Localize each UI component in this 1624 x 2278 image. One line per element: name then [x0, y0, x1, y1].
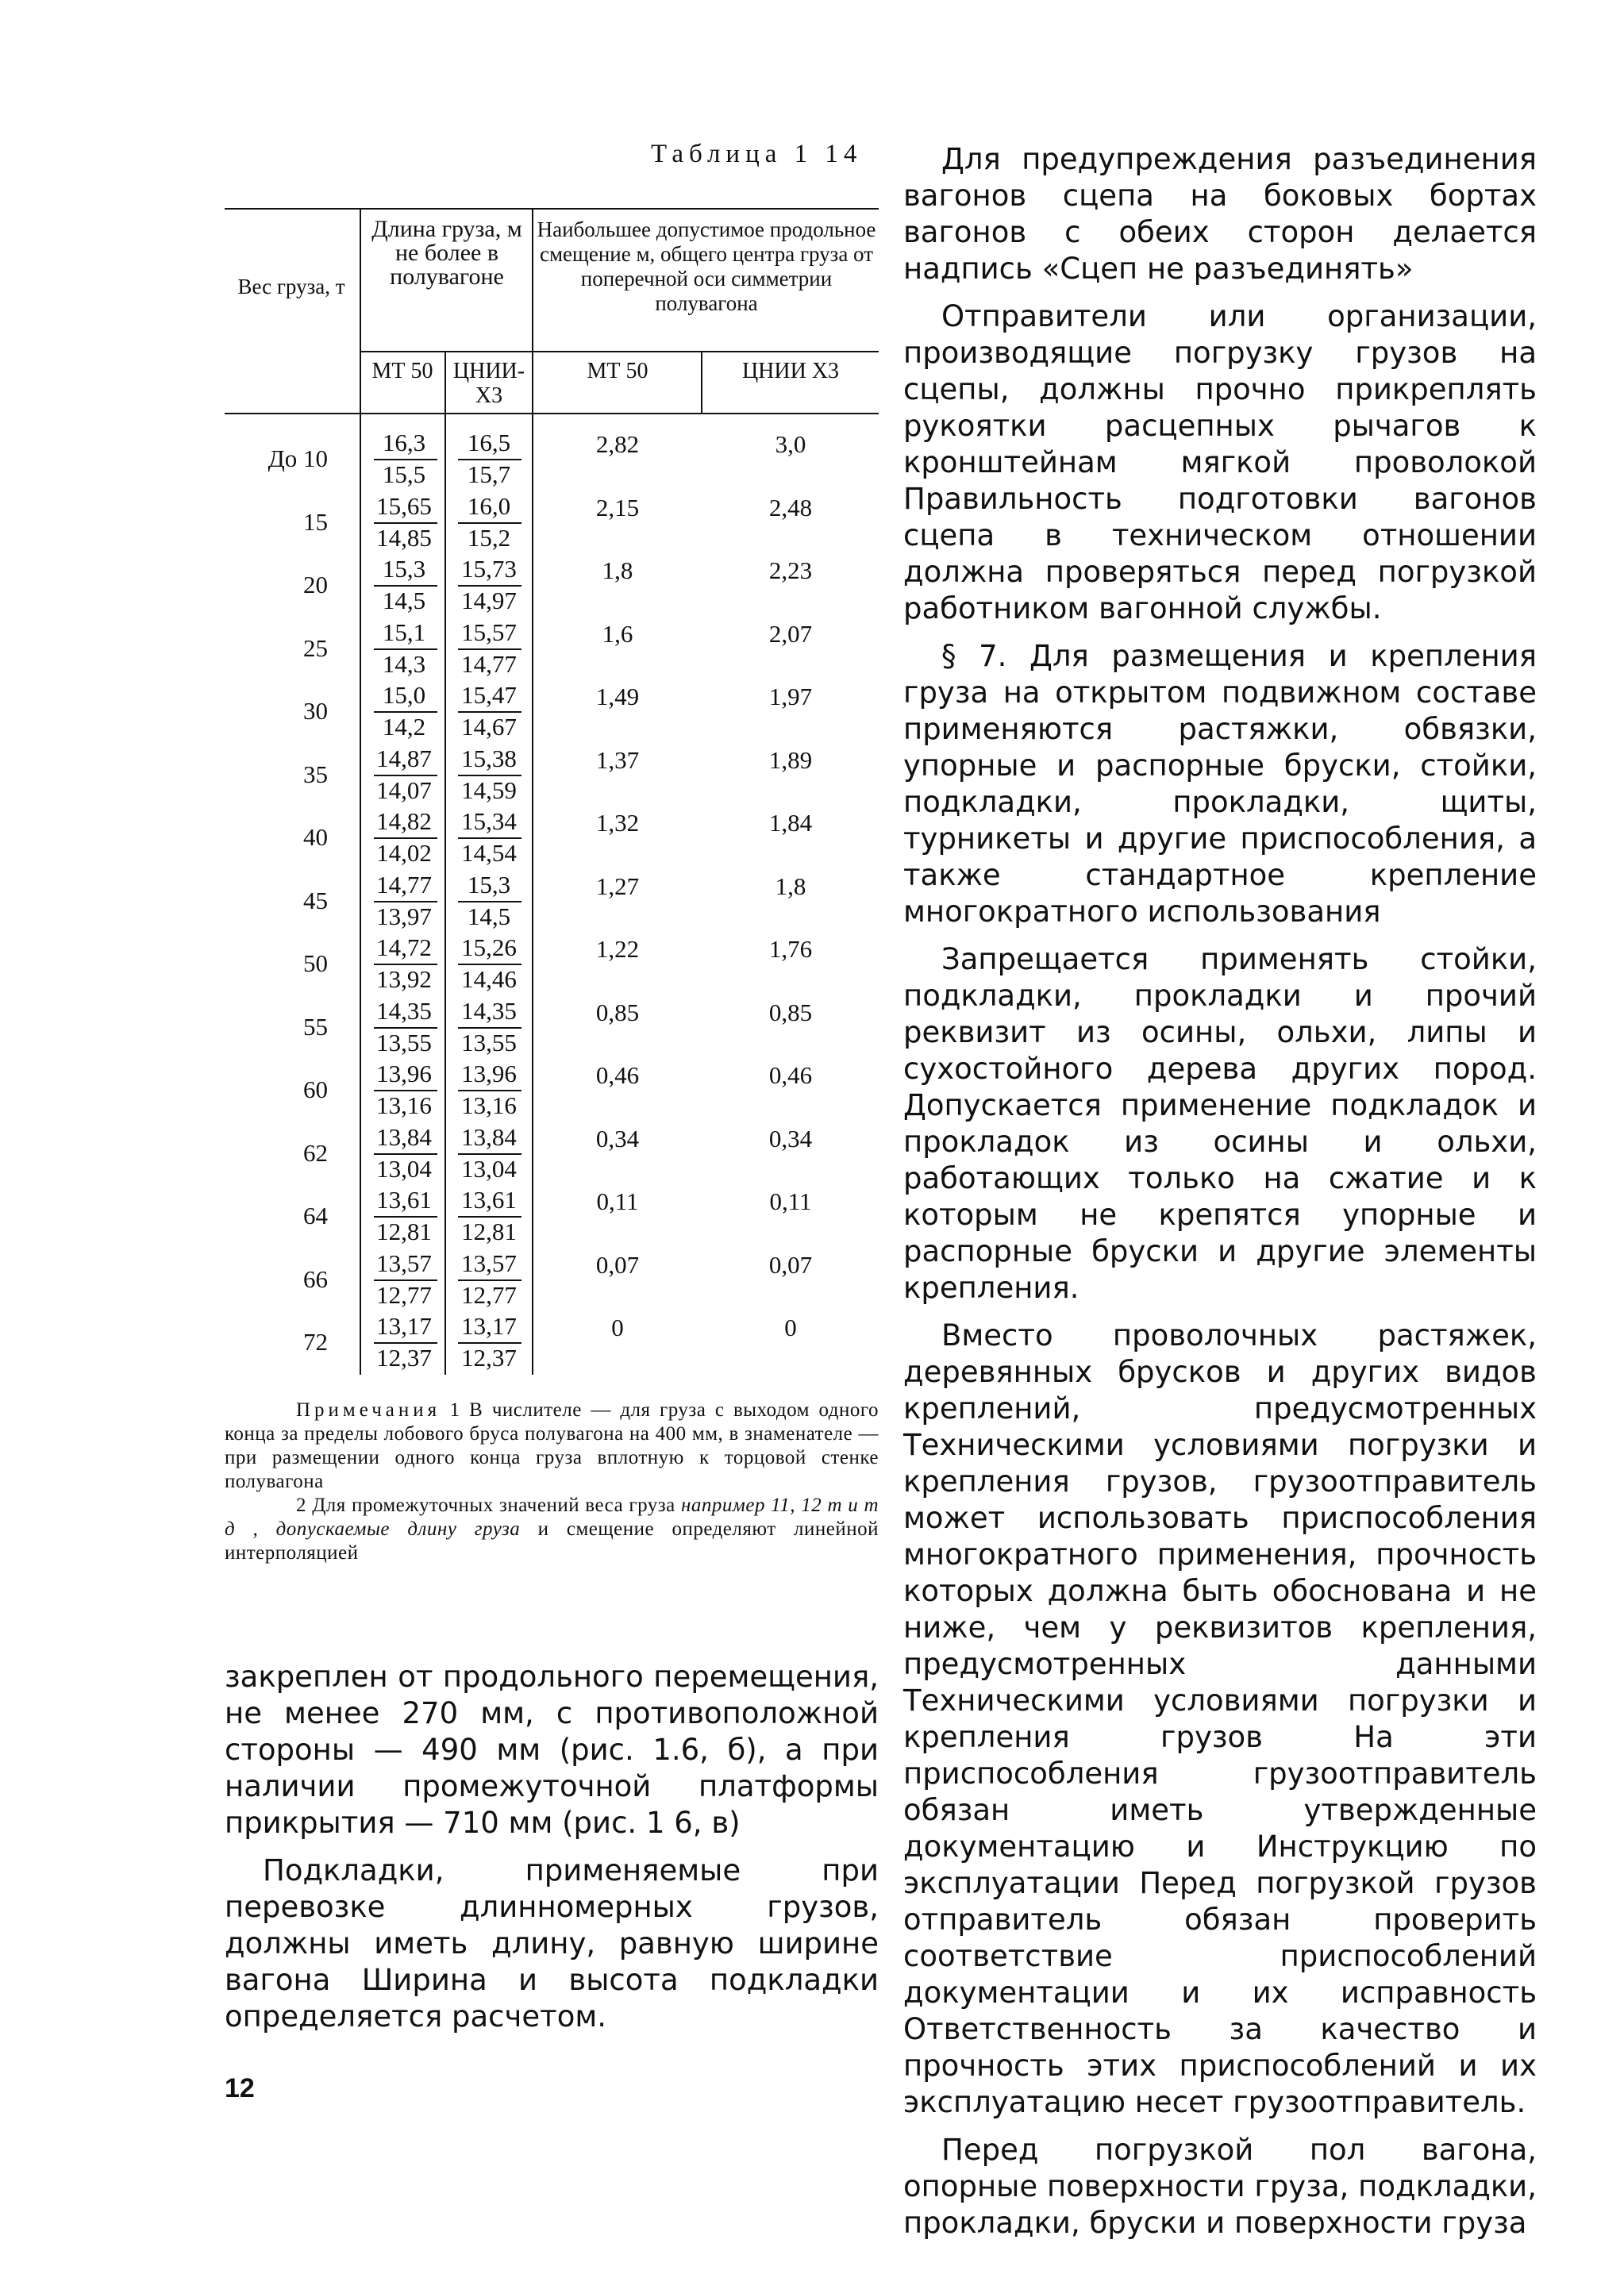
row-weight: 40: [303, 823, 328, 851]
offset-mt50: 0,11: [596, 1187, 639, 1215]
length-mt50-numerator: 14,77: [376, 870, 432, 899]
right-paragraph-3: § 7. Для размещения и крепления груза на открытом подвижном составе применяются растяжки, обвязки, упорные и распорные бруски, стойки, подкладки, прокладки, щиты, турникеты и другие приспособления, а также стандартное крепление многократного использования: [903, 639, 1537, 929]
length-mt50-numerator: 14,82: [376, 807, 432, 835]
length-cnii-denominator: 12,77: [461, 1280, 517, 1309]
offset-cnii: 2,07: [768, 619, 813, 648]
offset-cnii: 3,0: [775, 430, 806, 458]
data-table: [225, 208, 879, 1375]
length-cnii-denominator: 15,2: [467, 523, 511, 552]
length-mt50-denominator: 15,5: [382, 460, 426, 488]
row-weight: 55: [303, 1012, 328, 1041]
header-offset: Наибольшее допустимое продольное смещение м, общего центра груза от поперечной оси симметрии полувагона: [537, 217, 876, 315]
row-weight: 64: [303, 1202, 328, 1229]
note-1: [225, 1399, 879, 1494]
length-cnii-denominator: 12,37: [461, 1344, 517, 1372]
offset-cnii: 1,76: [768, 935, 813, 963]
table-vline-3: [532, 208, 533, 1375]
offset-cnii: 1,97: [768, 683, 813, 710]
offset-mt50: 0: [611, 1314, 624, 1341]
length-cnii-denominator: 14,77: [461, 649, 517, 678]
offset-mt50: 0,07: [595, 1250, 640, 1279]
row-weight: 25: [303, 633, 328, 662]
table-subheader-rule: [360, 351, 879, 352]
length-cnii-denominator: 13,16: [461, 1091, 517, 1119]
length-cnii-numerator: 15,47: [461, 681, 517, 709]
length-cnii-numerator: 14,35: [461, 996, 517, 1025]
note-1-text: 1 В числителе — для груза с выходом одного конца за пределы лобового бруса полувагона на 400 мм, в знаменателе — при размещении одного конца груза вплотную к торцовой стенке полувагона: [225, 1399, 879, 1492]
length-mt50-denominator: 13,97: [376, 902, 432, 930]
offset-mt50: 0,46: [595, 1061, 640, 1089]
offset-cnii: 0,46: [768, 1061, 813, 1089]
length-mt50-numerator: 15,3: [382, 555, 426, 583]
length-cnii-denominator: 13,04: [461, 1154, 517, 1183]
length-cnii-numerator: 13,84: [461, 1122, 517, 1151]
length-mt50-denominator: 14,07: [376, 775, 432, 804]
offset-mt50: 1,22: [595, 935, 640, 963]
notes-label: Примечания: [296, 1399, 441, 1421]
length-mt50-numerator: 13,96: [376, 1060, 432, 1087]
page-number: 12: [225, 2073, 255, 2103]
length-cnii-denominator: 14,59: [461, 775, 517, 804]
length-cnii-denominator: 14,46: [461, 965, 517, 993]
length-cnii-denominator: 14,5: [467, 902, 511, 930]
length-mt50-denominator: 12,37: [376, 1344, 432, 1372]
offset-mt50: 1,37: [595, 745, 640, 774]
length-cnii-numerator: 15,3: [467, 870, 511, 899]
length-mt50-denominator: 14,5: [382, 587, 426, 614]
note-2: [225, 1494, 879, 1565]
left-column-text: [225, 1659, 879, 2046]
row-weight: 15: [303, 507, 328, 536]
table-header-bottom-rule: [225, 413, 879, 414]
right-paragraph-6: Перед погрузкой пол вагона, опорные поверхности груза, подкладки, прокладки, бруски и поверхности груза: [903, 2133, 1537, 2240]
offset-mt50: 1,32: [595, 809, 640, 837]
offset-mt50: 0,85: [595, 998, 640, 1026]
note-2-italic: например 11, 12 т и т д , допускаемые длину груза: [225, 1495, 879, 1540]
length-mt50-denominator: 12,81: [376, 1218, 432, 1245]
length-cnii-numerator: 15,38: [461, 744, 517, 772]
length-cnii-numerator: 13,57: [461, 1249, 517, 1277]
offset-mt50: 1,6: [602, 619, 633, 648]
subheader-cnii-offset: ЦНИИ Х3: [741, 359, 840, 383]
length-cnii-numerator: 13,61: [461, 1186, 517, 1214]
length-mt50-numerator: 13,17: [376, 1312, 432, 1340]
right-paragraph-5: Вместо проволочных растяжек, деревянных брусков и других видов креплений, предусмотренных Техническими условиями погрузки и крепления грузов, грузоотправитель может использовать приспособления многократного применения, прочность которых должна быть обоснована и не ниже, чем у реквизитов крепления, предусмотренных данными Техническими условиями погрузки и крепления грузов На эти приспособления грузоотправитель обязан иметь утвержденные документацию и Инструкцию по эксплуатации Перед погрузкой грузов отправитель обязан проверить соответствие приспособлений документации и их исправность Ответственность за качество и прочность этих приспособлений и их эксплуатацию несет грузоотправитель.: [903, 1318, 1537, 2119]
length-mt50-numerator: 13,57: [376, 1249, 432, 1277]
length-mt50-numerator: 13,61: [376, 1186, 432, 1214]
length-cnii-numerator: 15,73: [461, 555, 517, 583]
table-vline-2: [444, 351, 446, 1375]
row-weight: 50: [303, 949, 328, 977]
length-cnii-numerator: 15,26: [461, 933, 517, 961]
length-mt50-numerator: 15,0: [382, 681, 426, 709]
length-mt50-denominator: 13,55: [376, 1028, 432, 1056]
subheader-mt50-offset: МТ 50: [587, 359, 648, 383]
length-cnii-denominator: 14,97: [461, 587, 517, 614]
length-cnii-denominator: 12,81: [461, 1218, 517, 1245]
right-paragraph-2: Отправители или организации, производящие погрузку грузов на сцепы, должны прочно прикреплять рукоятки расцепных рычагов к кронштейнам мягкой проволокой Правильность подготовки вагонов сцепа в техническом отношении должна проверяться перед погрузкой работником вагонной службы.: [903, 299, 1537, 625]
length-mt50-numerator: 14,87: [376, 744, 432, 772]
length-mt50-numerator: 15,65: [376, 491, 432, 520]
length-mt50-denominator: 13,16: [376, 1091, 432, 1119]
table-top-rule: [225, 208, 879, 210]
header-length: Длина груза, м не более в полувагоне: [371, 216, 522, 290]
length-cnii-numerator: 15,34: [461, 807, 517, 835]
offset-mt50: 1,27: [595, 872, 640, 900]
offset-cnii: 2,23: [768, 556, 813, 584]
length-cnii-numerator: 13,17: [461, 1312, 517, 1340]
row-weight: 35: [303, 760, 328, 788]
offset-mt50: 1,8: [602, 556, 633, 584]
left-paragraph-1: закреплен от продольного перемещения, не менее 270 мм, с противоположной стороны — 490 мм (рис. 1.6, б), а при наличии промежуточной платформы прикрытия — 710 мм (рис. 1 6, в): [225, 1660, 879, 1840]
offset-cnii: 0,34: [768, 1124, 813, 1152]
length-mt50-numerator: 13,84: [376, 1122, 432, 1151]
length-mt50-denominator: 14,02: [376, 839, 432, 867]
offset-cnii: 0,07: [768, 1250, 813, 1279]
table-vline-4: [701, 351, 702, 413]
row-weight: До 10: [267, 444, 328, 472]
length-mt50-denominator: 14,2: [382, 713, 426, 741]
table-notes: [225, 1399, 879, 1565]
offset-mt50: 2,82: [595, 430, 640, 458]
length-cnii-numerator: 16,5: [467, 429, 511, 456]
offset-cnii: 0,85: [768, 998, 813, 1026]
row-weight: 30: [303, 697, 328, 725]
length-mt50-numerator: 16,3: [382, 429, 426, 456]
length-mt50-numerator: 14,35: [376, 996, 432, 1025]
offset-mt50: 2,15: [595, 493, 640, 521]
note-2-end: и смещение определяют линейной интерполяцией: [225, 1518, 879, 1564]
length-cnii-denominator: 15,7: [467, 460, 511, 488]
right-column-text: [903, 141, 1537, 2253]
note-2-start: 2 Для промежуточных значений веса груза: [296, 1495, 675, 1516]
subheader-cnii-length: ЦНИИ-Х3: [452, 359, 525, 408]
length-mt50-denominator: 14,85: [376, 523, 432, 552]
length-mt50-denominator: 13,04: [376, 1154, 432, 1183]
right-paragraph-4: Запрещается применять стойки, подкладки, прокладки и прочий реквизит из осины, ольхи, липы и сухостойного дерева других пород. Допускается применение подкладок и прокладок из осины и ольхи, работающих только на сжатие и к которым не крепятся упорные и распорные бруски и другие элементы крепления.: [903, 942, 1537, 1305]
row-weight: 60: [303, 1076, 328, 1103]
length-cnii-numerator: 15,57: [461, 618, 517, 646]
row-weight: 45: [303, 886, 328, 914]
length-cnii-numerator: 13,96: [461, 1060, 517, 1087]
offset-cnii: 1,8: [775, 872, 806, 900]
row-weight: 62: [303, 1138, 328, 1167]
right-paragraph-1: Для предупреждения разъединения вагонов сцепа на боковых бортах вагонов с обеих сторон делается надпись «Сцеп не разъединять»: [903, 142, 1537, 286]
offset-cnii: 0: [784, 1314, 797, 1341]
length-mt50-numerator: 14,72: [376, 933, 432, 961]
length-cnii-denominator: 14,54: [461, 839, 517, 867]
table-caption: Таблица 1 14: [651, 140, 863, 168]
length-cnii-numerator: 16,0: [467, 491, 511, 520]
row-weight: 20: [303, 571, 328, 598]
header-weight: Вес груза, т: [237, 275, 345, 298]
length-cnii-denominator: 13,55: [461, 1028, 517, 1056]
offset-cnii: 1,89: [768, 745, 813, 774]
left-paragraph-2: Подкладки, применяемые при перевозке длинномерных грузов, должны иметь длину, равную ширине вагона Ширина и высота подкладки определяется расчетом.: [225, 1853, 879, 2034]
length-mt50-numerator: 15,1: [382, 618, 426, 646]
subheader-mt50-length: МТ 50: [371, 359, 433, 383]
length-mt50-denominator: 13,92: [376, 965, 432, 993]
row-weight: 66: [303, 1264, 328, 1293]
row-weight: 72: [303, 1328, 328, 1356]
offset-mt50: 0,34: [595, 1124, 640, 1152]
offset-cnii: 2,48: [768, 493, 813, 521]
length-cnii-denominator: 14,67: [461, 713, 517, 741]
offset-cnii: 0,11: [769, 1187, 812, 1215]
offset-mt50: 1,49: [595, 683, 640, 710]
length-mt50-denominator: 12,77: [376, 1280, 432, 1309]
offset-cnii: 1,84: [768, 809, 813, 837]
length-mt50-denominator: 14,3: [382, 649, 426, 678]
